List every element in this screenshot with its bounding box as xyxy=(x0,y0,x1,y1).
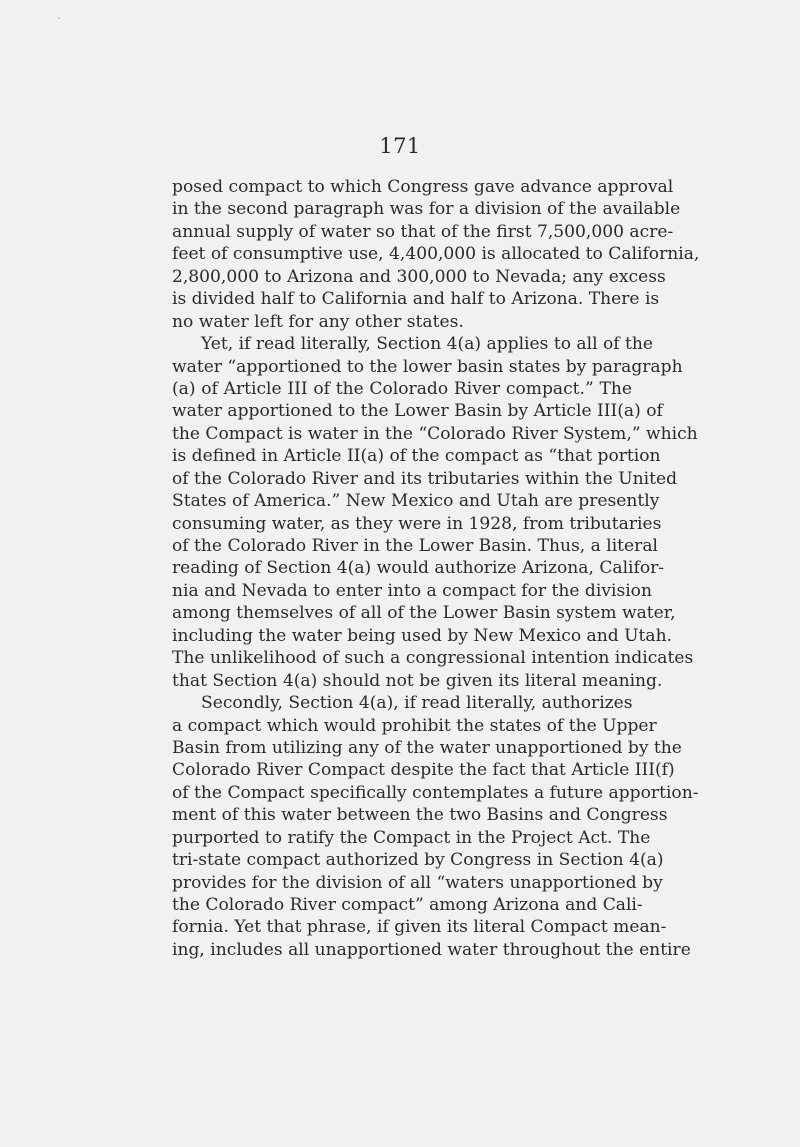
text-line: of the Compact specifically contemplates a future apportion- xyxy=(172,782,699,803)
text-line: that Section 4(a) should not be given its literal meaning. xyxy=(172,670,663,691)
text-line: States of America.” New Mexico and Utah are presently xyxy=(172,491,660,512)
text-line: a compact which would prohibit the states of the Upper xyxy=(172,715,657,736)
text-line: The unlikelihood of such a congressional intention indicates xyxy=(172,648,694,669)
text-line: tri-state compact authorized by Congress in Section 4(a) xyxy=(172,850,664,871)
body-text xyxy=(172,176,700,961)
text-line: ment of this water between the two Basins and Congress xyxy=(172,805,668,826)
text-line: fornia. Yet that phrase, if given its literal Compact mean- xyxy=(172,917,667,938)
text-line: annual supply of water so that of the first 7,500,000 acre- xyxy=(172,221,674,242)
text-line: reading of Section 4(a) would authorize Arizona, Califor- xyxy=(172,558,665,579)
paragraph-start-line: Secondly, Section 4(a), if read literally, authorizes xyxy=(201,693,633,714)
paragraph-start-line: Yet, if read literally, Section 4(a) applies to all of the xyxy=(201,334,654,355)
text-line: Colorado River Compact despite the fact that Article III(f) xyxy=(172,760,675,781)
text-line: nia and Nevada to enter into a compact for the division xyxy=(172,580,652,601)
text-line: among themselves of all of the Lower Basin system water, xyxy=(172,603,676,624)
text-line: feet of consumptive use, 4,400,000 is allocated to California, xyxy=(172,244,700,265)
page-speck xyxy=(58,17,60,19)
text-line: including the water being used by New Mexico and Utah. xyxy=(172,625,673,646)
text-line: of the Colorado River and its tributaries within the United xyxy=(172,468,678,489)
text-line: purported to ratify the Compact in the Project Act. The xyxy=(172,827,651,848)
text-line: in the second paragraph was for a division of the available xyxy=(172,199,681,220)
text-line: the Compact is water in the “Colorado River System,” which xyxy=(172,423,698,444)
text-line: 2,800,000 to Arizona and 300,000 to Nevada; any excess xyxy=(172,266,666,287)
page-number: 171 xyxy=(379,134,421,158)
text-line: is divided half to California and half to Arizona. There is xyxy=(172,289,660,310)
text-line: water apportioned to the Lower Basin by Article III(a) of xyxy=(172,401,663,422)
text-line: the Colorado River compact” among Arizona and Cali- xyxy=(172,895,643,915)
text-line: no water left for any other states. xyxy=(172,311,464,332)
text-line: water “apportioned to the lower basin states by paragraph xyxy=(172,356,683,377)
text-line: Basin from utilizing any of the water unapportioned by the xyxy=(172,737,682,758)
text-line: of the Colorado River in the Lower Basin. Thus, a literal xyxy=(172,536,658,556)
text-line: is defined in Article II(a) of the compact as “that portion xyxy=(172,446,661,467)
text-line: posed compact to which Congress gave advance approval xyxy=(172,177,674,197)
text-line: (a) of Article III of the Colorado River compact.” The xyxy=(172,378,632,399)
text-line: ing, includes all unapportioned water throughout the entire xyxy=(172,939,691,960)
text-line: consuming water, as they were in 1928, from tributaries xyxy=(172,513,662,534)
text-line: provides for the division of all “waters unapportioned by xyxy=(172,872,663,893)
